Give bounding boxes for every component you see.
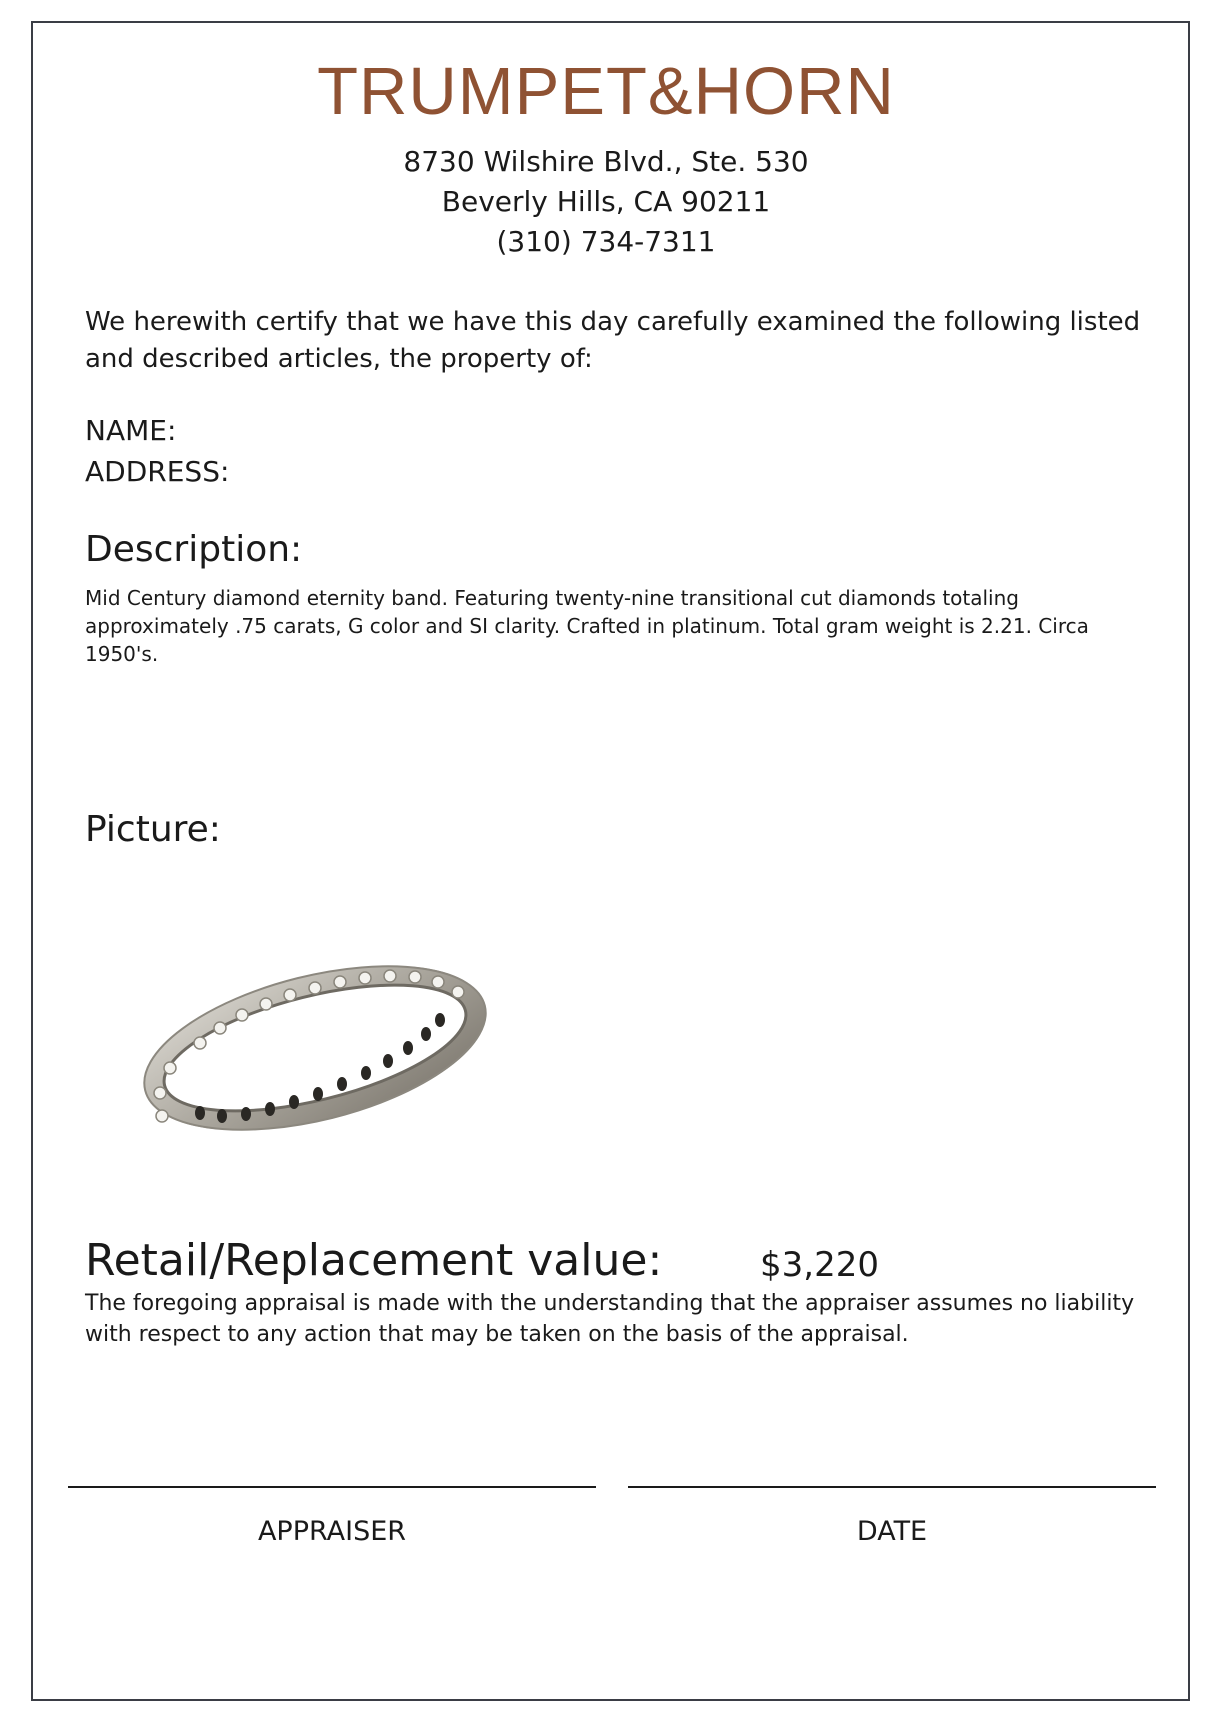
description-text: Mid Century diamond eternity band. Featuring twenty-nine transitional cut diamonds totaling approximately .75 carats, G color and SI clarity. Crafted in platinum. Total gram weight is 2.21. Circa 1950's. — [85, 586, 1089, 666]
document-border — [31, 21, 1190, 1701]
date-label: DATE — [856, 1516, 928, 1547]
ring-photo — [140, 948, 490, 1148]
picture-heading: Picture: — [85, 809, 221, 850]
date-signature-line — [628, 1486, 1156, 1488]
address-line-1: 8730 Wilshire Blvd., Ste. 530 — [403, 145, 809, 178]
name-label: NAME: — [85, 414, 177, 447]
value-heading: Retail/Replacement value: — [85, 1235, 663, 1286]
value-amount: $3,220 — [760, 1245, 879, 1285]
certification-statement: We herewith certify that we have this day carefully examined the following listed and described articles, the property of: — [85, 307, 1141, 374]
appraiser-label: APPRAISER — [257, 1516, 407, 1547]
address-label: ADDRESS: — [85, 455, 230, 488]
phone-number: (310) 734-7311 — [496, 225, 716, 258]
description-heading: Description: — [85, 529, 303, 570]
disclaimer-text: The foregoing appraisal is made with the understanding that the appraiser assumes no liability with respect to any action that may be taken on the basis of the appraisal. — [85, 1291, 1135, 1347]
address-line-2: Beverly Hills, CA 90211 — [441, 185, 771, 218]
brand-logo: TRUMPET&HORN — [317, 54, 895, 129]
appraiser-signature-line — [68, 1486, 596, 1488]
